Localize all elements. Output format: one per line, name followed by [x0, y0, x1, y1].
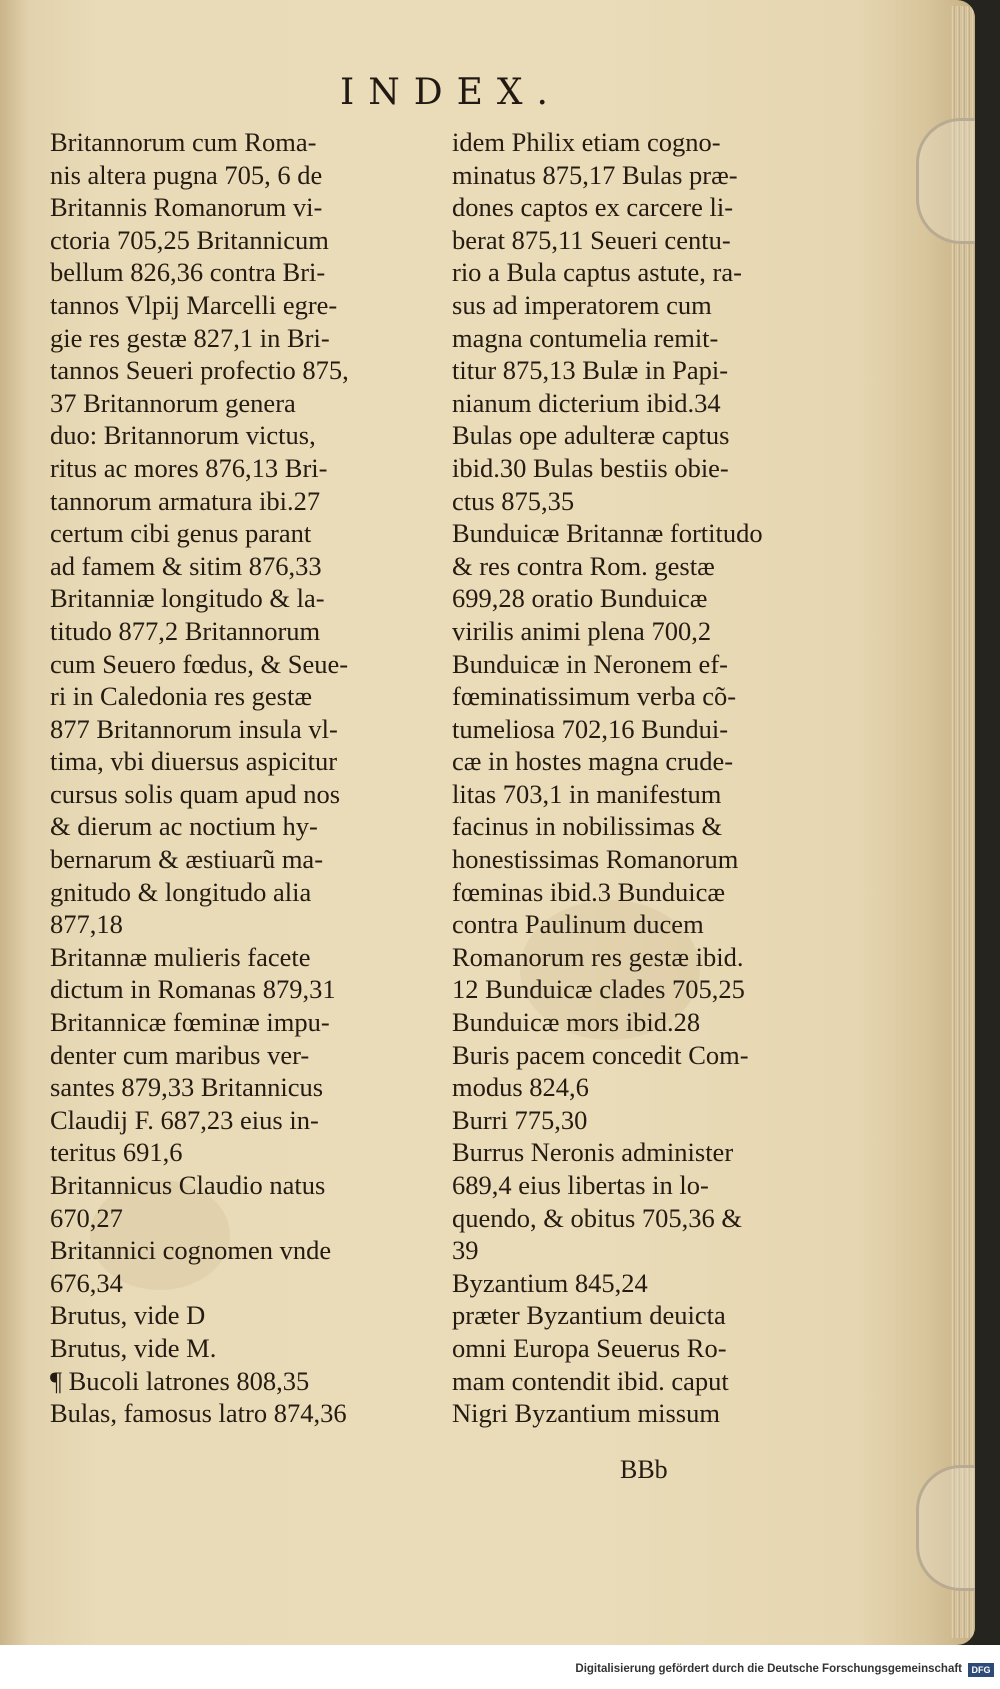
index-line: modus 824,6 — [452, 1072, 589, 1103]
index-line: 37 Britannorum genera — [50, 387, 296, 418]
footer-credit: Digitalisierung gefördert durch die Deutsche Forschungsgemeinschaft — [575, 1663, 962, 1675]
index-line: teritus 691,6 — [50, 1137, 183, 1168]
index-line: bellum 826,36 contra Bri- — [50, 257, 326, 288]
index-line: rio a Bula captus astute, ra- — [452, 257, 742, 288]
index-line: Britannæ mulieris facete — [50, 941, 311, 972]
index-line: mam contendit ibid. caput — [452, 1365, 729, 1396]
index-line: ¶ Bucoli latrones 808,35 — [50, 1365, 310, 1396]
index-line: sus ad imperatorem cum — [452, 289, 712, 320]
index-line: Byzantium 845,24 — [452, 1267, 648, 1298]
index-line: dones captos ex carcere li- — [452, 192, 734, 223]
index-line: 39 — [452, 1235, 479, 1266]
page-clip-top — [916, 118, 975, 244]
index-line: 12 Bunduicæ clades 705,25 — [452, 974, 745, 1005]
index-line: berat 875,11 Seueri centu- — [452, 224, 731, 255]
index-line: ibid.30 Bulas bestiis obie- — [452, 452, 729, 483]
index-line: minatus 875,17 Bulas præ- — [452, 159, 738, 190]
index-line: litas 703,1 in manifestum — [452, 778, 722, 809]
index-line: 670,27 — [50, 1202, 123, 1233]
index-column-left — [50, 126, 428, 1430]
index-line: tima, vbi diuersus aspicitur — [50, 746, 338, 777]
index-line: ri in Caledonia res gestæ — [50, 681, 312, 712]
index-line: Britannici cognomen vnde — [50, 1235, 332, 1266]
index-column-right — [452, 126, 830, 1430]
index-line: cum Seuero fœdus, & Seue- — [50, 648, 349, 679]
index-line: denter cum maribus ver- — [50, 1039, 310, 1070]
index-line: & res contra Rom. gestæ — [452, 550, 715, 581]
index-line: Claudij F. 687,23 eius in- — [50, 1104, 319, 1135]
index-line: ctus 875,35 — [452, 485, 575, 516]
index-line: honestissimas Romanorum — [452, 844, 739, 875]
index-line: 877 Britannorum insula vl- — [50, 713, 338, 744]
index-line: ctoria 705,25 Britannicum — [50, 224, 329, 255]
index-line: gnitudo & longitudo alia — [50, 876, 312, 907]
index-line: tannos Seueri profectio 875, — [50, 355, 349, 386]
index-line: nianum dicterium ibid.34 — [452, 387, 721, 418]
index-line: magna contumelia remit- — [452, 322, 719, 353]
index-line: gie res gestæ 827,1 in Bri- — [50, 322, 330, 353]
index-line: Romanorum res gestæ ibid. — [452, 941, 744, 972]
index-line: fœminas ibid.3 Bunduicæ — [452, 876, 726, 907]
index-line: titudo 877,2 Britannorum — [50, 615, 321, 646]
index-line: 676,34 — [50, 1267, 123, 1298]
index-line: Burri 775,30 — [452, 1104, 588, 1135]
index-line: tumeliosa 702,16 Bundui- — [452, 713, 729, 744]
index-line: dictum in Romanas 879,31 — [50, 974, 336, 1005]
index-line: Britannorum cum Roma- — [50, 127, 317, 157]
index-line: Buris pacem concedit Com- — [452, 1039, 749, 1070]
index-line: præter Byzantium deuicta — [452, 1300, 726, 1331]
index-line: Bunduicæ mors ibid.28 — [452, 1007, 701, 1038]
index-line: Bunduicæ Britannæ fortitudo — [452, 518, 763, 549]
index-line: ritus ac mores 876,13 Bri- — [50, 452, 328, 483]
index-line: & dierum ac noctium hy- — [50, 811, 318, 842]
index-line: Britannicus Claudio natus — [50, 1170, 326, 1200]
index-line: cursus solis quam apud nos — [50, 778, 341, 809]
index-line: bernarum & æstiuarũ ma- — [50, 844, 324, 875]
index-line: ad famem & sitim 876,33 — [50, 550, 322, 581]
index-line: idem Philix etiam cogno- — [452, 127, 721, 157]
index-line: Bulas, famosus latro 874,36 — [50, 1398, 347, 1429]
index-line: nis altera pugna 705, 6 de — [50, 159, 323, 190]
page-clip-bottom — [916, 1465, 975, 1591]
index-line: 877,18 — [50, 909, 123, 940]
footer-bar — [0, 1645, 1000, 1689]
index-line: fœminatissimum verba cõ- — [452, 681, 737, 712]
page-header: INDEX. — [340, 72, 562, 113]
index-line: titur 875,13 Bulæ in Papi- — [452, 355, 729, 386]
index-line: facinus in nobilissimas & — [452, 811, 723, 842]
index-line: Brutus, vide M. — [50, 1332, 217, 1363]
index-line: tannorum armatura ibi.27 — [50, 485, 321, 516]
index-line: contra Paulinum ducem — [452, 909, 704, 940]
index-line: virilis animi plena 700,2 — [452, 615, 712, 646]
index-line: 689,4 eius libertas in lo- — [452, 1170, 709, 1200]
dfg-logo: DFG — [968, 1663, 994, 1677]
catchword: BBb — [620, 1455, 668, 1484]
index-line: Burrus Neronis administer — [452, 1137, 734, 1168]
index-line: quendo, & obitus 705,36 & — [452, 1202, 743, 1233]
index-line: Bulas ope adulteræ captus — [452, 420, 730, 451]
index-line: Britannis Romanorum vi- — [50, 192, 323, 223]
index-line: Bunduicæ in Neronem ef- — [452, 648, 728, 679]
index-line: 699,28 oratio Bunduicæ — [452, 583, 708, 614]
index-line: Nigri Byzantium missum — [452, 1398, 720, 1429]
index-line: Britannicæ fœminæ impu- — [50, 1007, 330, 1038]
index-line: santes 879,33 Britannicus — [50, 1072, 324, 1103]
index-line: duo: Britannorum victus, — [50, 420, 316, 451]
index-line: Britanniæ longitudo & la- — [50, 583, 325, 614]
page-edges — [951, 6, 975, 1638]
index-line: Brutus, vide D — [50, 1300, 206, 1331]
index-line: tannos Vlpij Marcelli egre- — [50, 289, 338, 320]
index-line: certum cibi genus parant — [50, 518, 312, 549]
index-line: omni Europa Seuerus Ro- — [452, 1332, 727, 1363]
index-line: cæ in hostes magna crude- — [452, 746, 734, 777]
